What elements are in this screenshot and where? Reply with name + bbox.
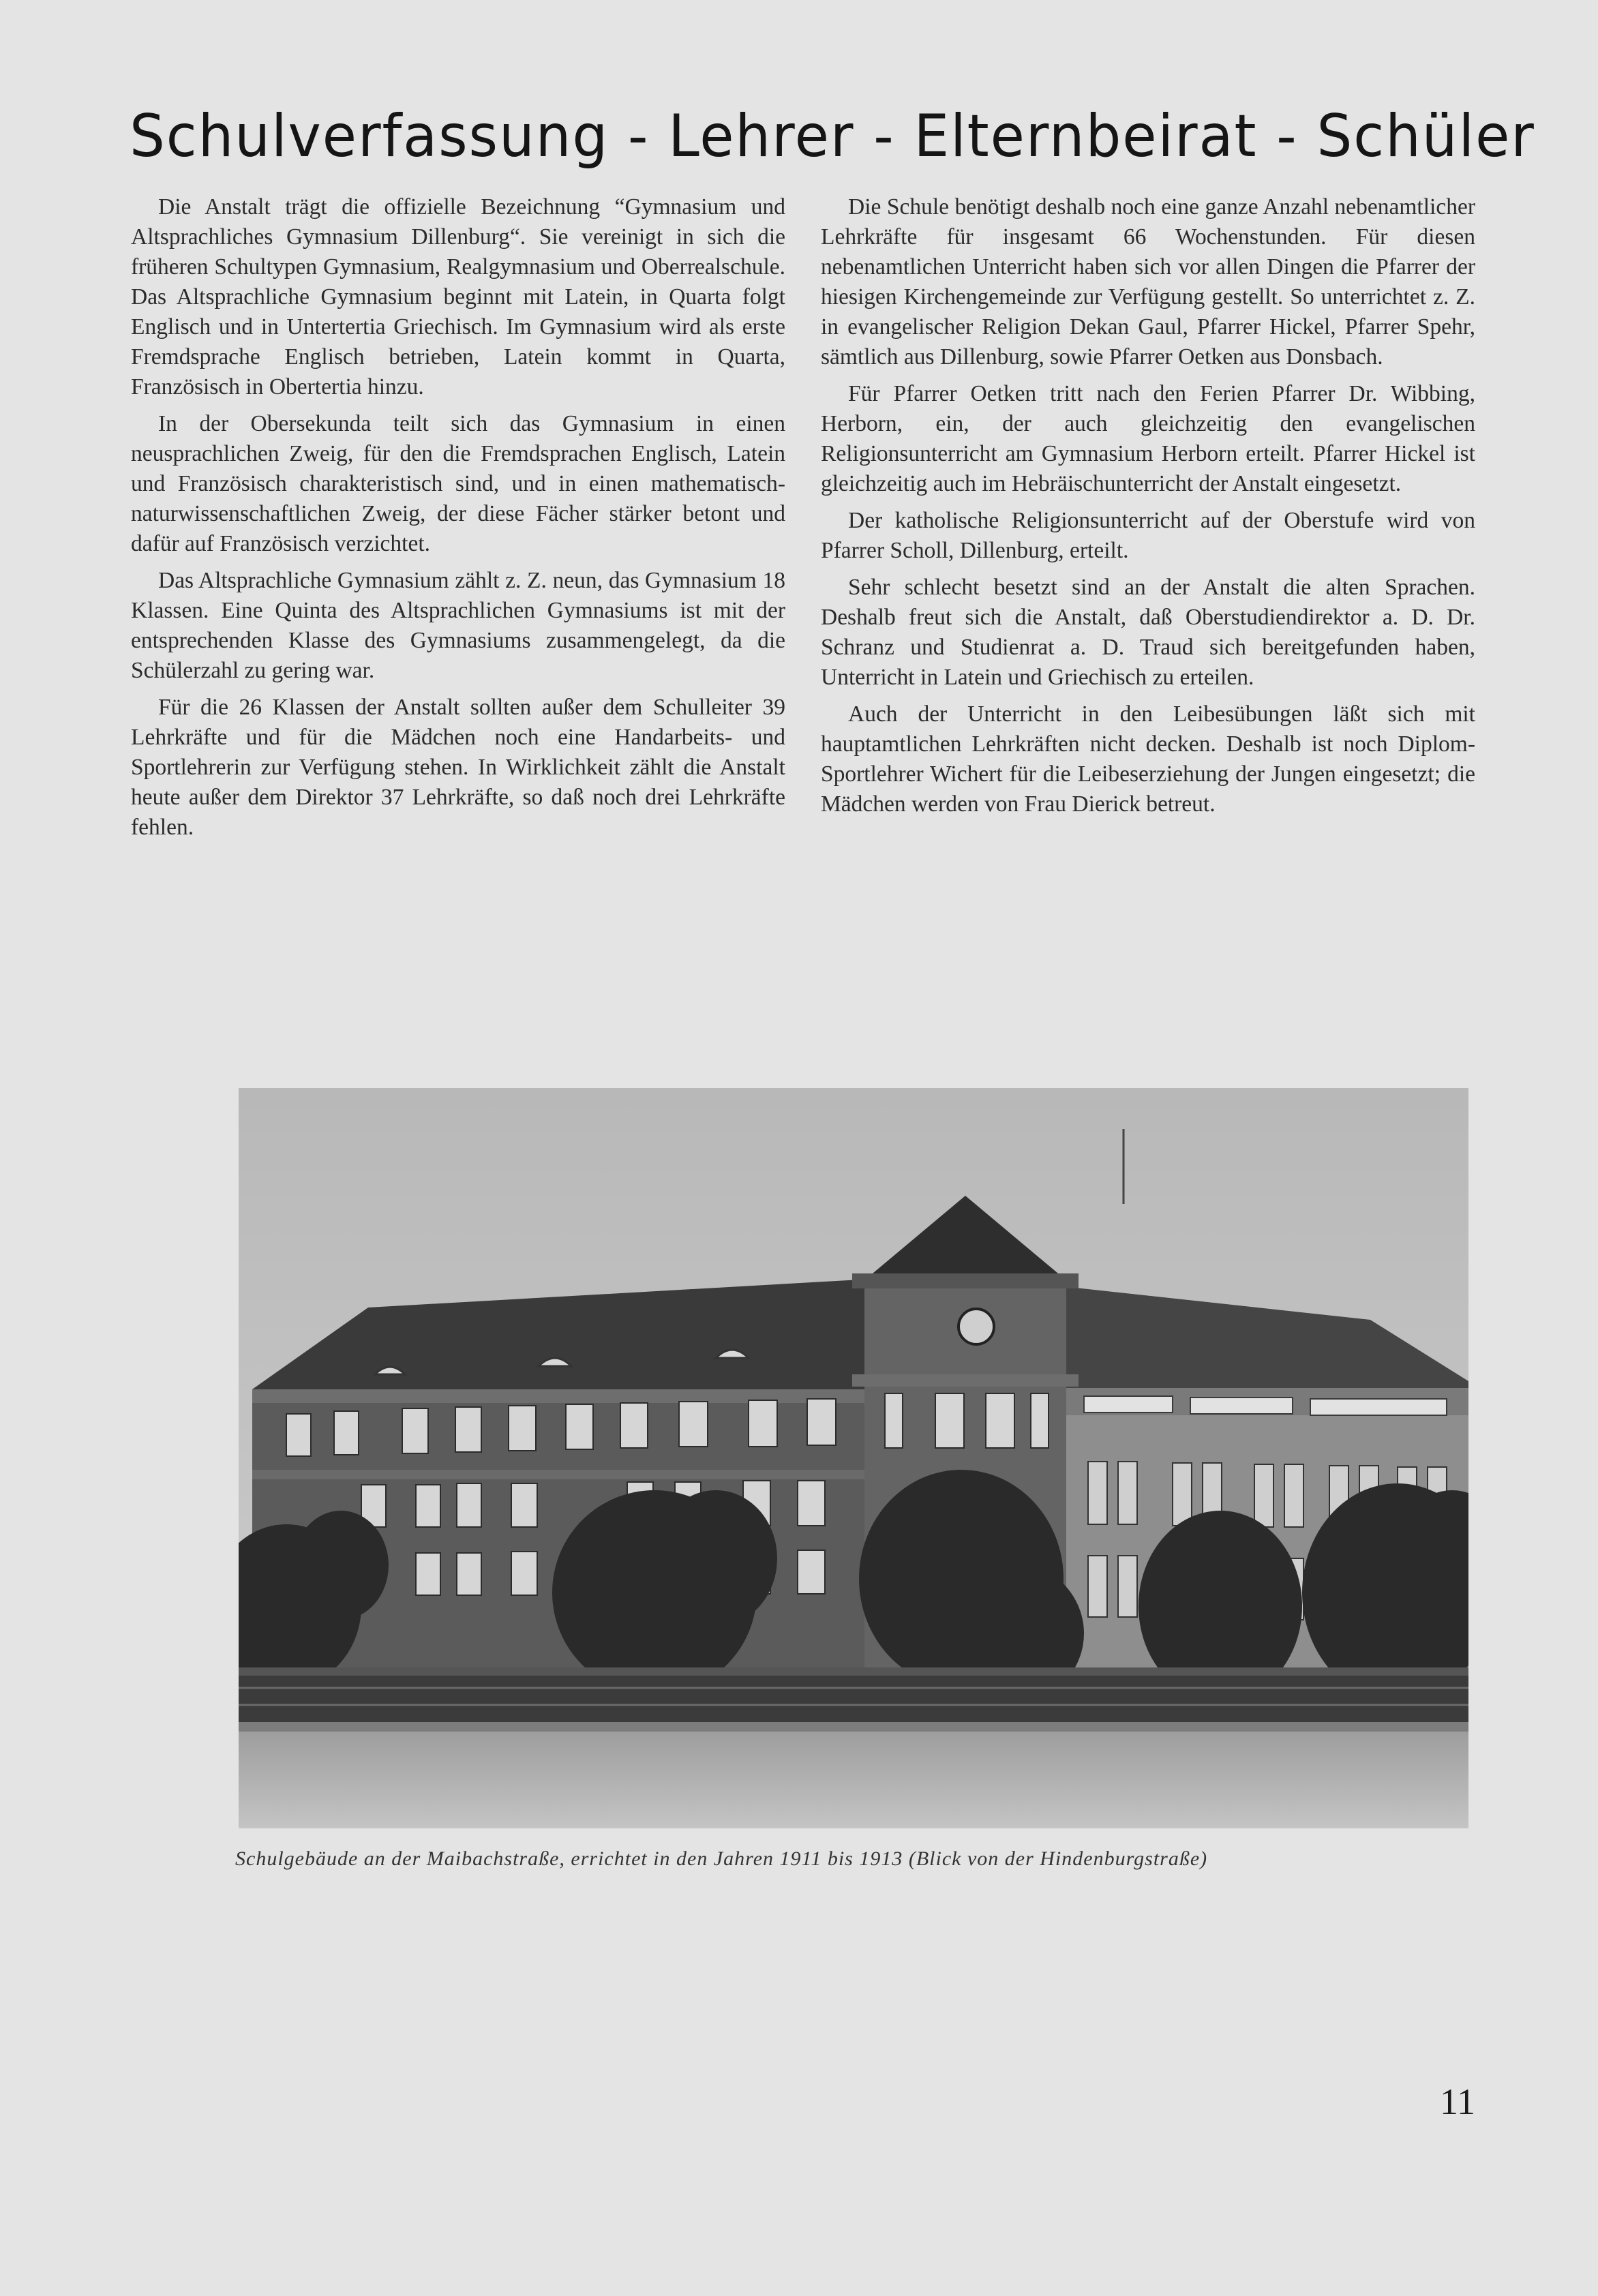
photo-caption: Schulgebäude an der Maibachstraße, errichtet in den Jahren 1911 bis 1913 (Blick von der Hindenburgstraße) (235, 1847, 1208, 1870)
paragraph: Für die 26 Klassen der Anstalt sollten außer dem Schulleiter 39 Lehrkräfte und für die Mädchen noch eine Handarbeits- und Sportlehrerin zur Verfügung stehen. In Wirklichkeit zählt die Anstalt heute außer dem Direktor 37 Lehrkräfte, so daß noch drei Lehrkräfte fehlen. (131, 695, 785, 840)
paragraph: Die Anstalt trägt die offizielle Bezeichnung “Gymnasium und Altsprachliches Gymnasium Dillenburg“. Sie vereinigt in sich die früheren Schultypen Gymnasium, Realgymnasium und Oberrealschule. Das Altsprachliche Gymnasium beginnt mit Latein, in Quarta folgt Englisch und in Untertertia Griechisch. Im Gymnasium wird als erste Fremdsprache Englisch betrieben, Latein kommt in Quarta, Französisch in Obertertia hinzu. (131, 194, 785, 399)
page-number: 11 (1440, 2081, 1475, 2122)
text-column-right (821, 192, 1475, 826)
text-column-left (131, 192, 785, 849)
page-title: Schulverfassung - Lehrer - Elternbeirat - Schüler (130, 102, 1535, 170)
school-building-photo (239, 1088, 1468, 1828)
paragraph: Das Altsprachliche Gymnasium zählt z. Z. neun, das Gymnasium 18 Klassen. Eine Quinta des Altsprachlichen Gymnasiums ist mit der entsprechenden Klasse des Gymnasiums zusammengelegt, da die Schülerzahl zu gering war. (131, 568, 785, 683)
paragraph: Sehr schlecht besetzt sind an der Anstalt die alten Sprachen. Deshalb freut sich die Anstalt, daß Oberstudiendirektor a. D. Dr. Schranz und Studienrat a. D. Traud sich bereitgefunden haben, Unterricht in Latein und Griechisch zu erteilen. (821, 575, 1475, 690)
paragraph: Der katholische Religionsunterricht auf der Oberstufe wird von Pfarrer Scholl, Dillenburg, erteilt. (821, 508, 1475, 563)
paragraph: Auch der Unterricht in den Leibesübungen läßt sich mit hauptamtlichen Lehrkräften nicht decken. Deshalb ist noch Diplom-Sportlehrer Wichert für die Leibeserziehung der Jungen eingesetzt; die Mädchen werden von Frau Dierick betreut. (821, 701, 1475, 817)
paragraph: Für Pfarrer Oetken tritt nach den Ferien Pfarrer Dr. Wibbing, Herborn, ein, der auch gleichzeitig den evangelischen Religionsunterricht am Gymnasium Herborn erteilt. Pfarrer Hickel ist gleichzeitig auch im Hebräischunterricht der Anstalt eingesetzt. (821, 381, 1475, 496)
paragraph: In der Obersekunda teilt sich das Gymnasium in einen neusprachlichen Zweig, für den die Fremdsprachen Englisch, Latein und Französisch charakteristisch sind, und in einen mathematisch-naturwissenschaftlichen Zweig, der diese Fächer stärker betont und dafür auf Französisch verzichtet. (131, 411, 785, 556)
paragraph: Die Schule benötigt deshalb noch eine ganze Anzahl nebenamtlicher Lehrkräfte für insgesamt 66 Wochenstunden. Für diesen nebenamtlichen Unterricht haben sich vor allen Dingen die Pfarrer der hiesigen Kirchengemeinde zur Verfügung gestellt. So unterrichtet z. Z. in evangelischer Religion Dekan Gaul, Pfarrer Hickel, Pfarrer Spehr, sämtlich aus Dillenburg, sowie Pfarrer Oetken aus Donsbach. (821, 194, 1475, 369)
